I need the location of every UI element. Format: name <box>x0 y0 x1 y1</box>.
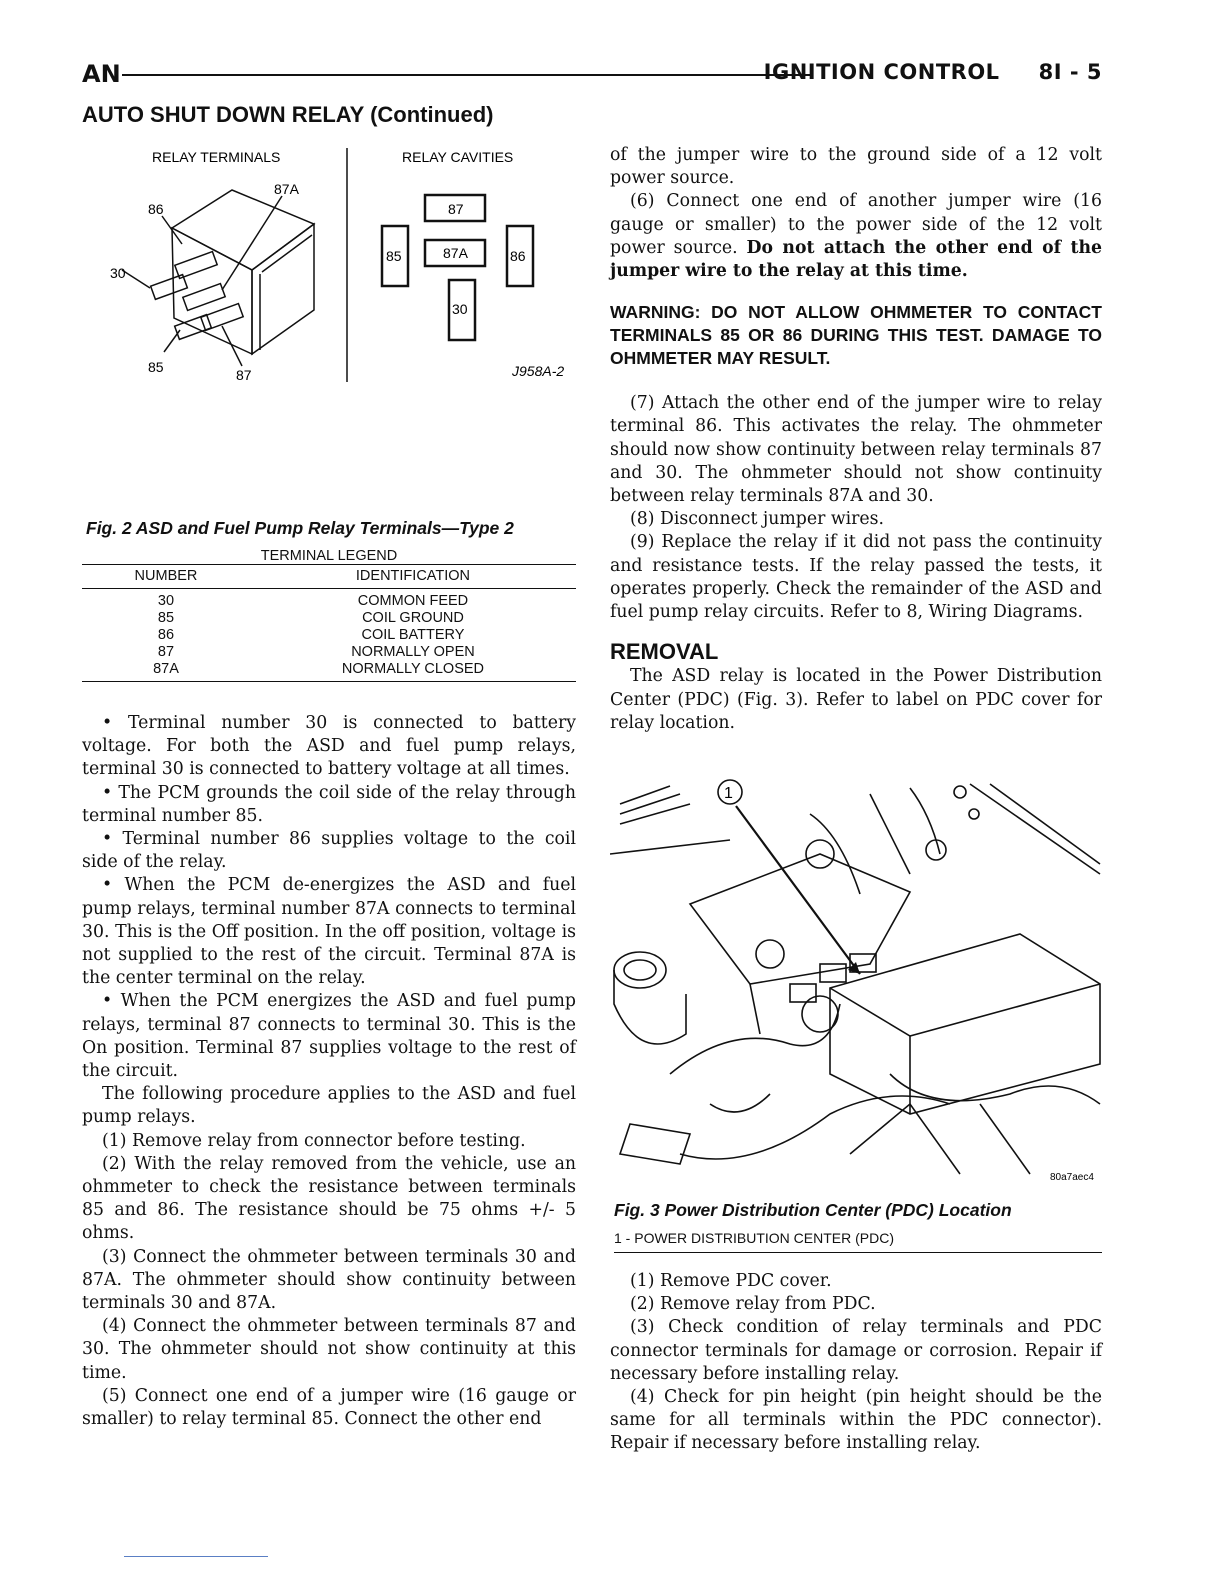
label-87a: 87A <box>274 181 299 197</box>
header-section-page: IGNITION CONTROL 8I - 5 <box>763 60 1102 84</box>
legend-number: 30 <box>157 593 175 609</box>
fig2-code: J958A-2 <box>512 363 565 379</box>
paragraph: The ASD relay is located in the Power Distribution Center (PDC) (Fig. 3). Refer to label on PDC cover for relay location. <box>610 666 1102 733</box>
step: (4) Check for pin height (pin height should be the same for all terminals within the PDC connector). Repair if necessary before installing relay. <box>610 1387 1102 1454</box>
paragraph: • Terminal number 86 supplies voltage to the coil side of the relay. <box>82 829 576 873</box>
fig2-diagram <box>82 140 576 390</box>
terminal-legend <box>82 548 576 682</box>
legend-table <box>82 564 576 682</box>
relay-cavities-heading: RELAY CAVITIES <box>402 149 514 165</box>
warning-box: WARNING: DO NOT ALLOW OHMMETER TO CONTACT TERMINALS 85 OR 86 DURING THIS TEST. DAMAGE TO OHMMETER MAY RESULT. <box>610 302 1102 369</box>
step: (8) Disconnect jumper wires. <box>630 509 884 530</box>
step: (3) Connect the ohmmeter between terminals 30 and 87A. The ohmmeter should show continuity between terminals 30 and 87A. <box>82 1246 576 1314</box>
left-column-text <box>82 712 576 1431</box>
step-text: (6) Connect one end of another jumper wire (16 gauge or smaller) to the power side of the 12 volt power source. <box>610 191 1102 258</box>
legend-number: 87A <box>82 661 250 682</box>
bottom-rule <box>124 1556 268 1557</box>
paragraph: • When the PCM de-energizes the ASD and fuel pump relays, terminal number 87A connects to terminal 30. This is the Off position. In the off position, voltage is not supplied to the rest of the circuit. Terminal 87A is the center terminal on the relay. <box>82 875 576 989</box>
legend-identification: COMMON FEED <box>357 593 469 609</box>
legend-header-identification: IDENTIFICATION <box>250 565 576 589</box>
table-row <box>82 644 576 661</box>
removal-steps <box>610 1270 1102 1456</box>
step: (1) Remove PDC cover. <box>630 1271 832 1291</box>
legend-number: 86 <box>157 627 175 643</box>
paragraph: • When the PCM energizes the ASD and fuel pump relays, terminal 87 connects to terminal 30. This is the On position. Terminal 87 supplies voltage to the rest of the circuit. <box>82 991 576 1082</box>
label-86: 86 <box>148 201 164 217</box>
step: (7) Attach the other end of the jumper wire to relay terminal 86. This activates the relay. The ohmmeter should now show continuity between relay terminals 87 and 30. The ohmmeter should not show continuity between relay terminals 87A and 30. <box>610 393 1102 507</box>
table-row <box>82 589 576 611</box>
relay-terminals-heading: RELAY TERMINALS <box>152 149 281 165</box>
callout-leader <box>736 806 860 974</box>
legend-identification: COIL GROUND <box>362 610 464 626</box>
paragraph: The following procedure applies to the ASD and fuel pump relays. <box>82 1084 576 1128</box>
step: (4) Connect the ohmmeter between terminals 87 and 30. The ohmmeter should not show continuity at this time. <box>82 1316 576 1383</box>
page-header <box>82 60 1102 90</box>
step: (5) Connect one end of a jumper wire (16 gauge or smaller) to relay terminal 85. Connect the other end <box>82 1385 576 1430</box>
label-87: 87 <box>236 367 252 383</box>
step: (9) Replace the relay if it did not pass the continuity and resistance tests. If the relay passed the tests, it operates properly. Check the remainder of the ASD and fuel pump relay circuits. Refer to 8, Wiring Diagrams. <box>610 532 1102 623</box>
fig2-caption: Fig. 2 ASD and Fuel Pump Relay Terminals—Type 2 <box>86 518 514 538</box>
fig3-caption: Fig. 3 Power Distribution Center (PDC) Location <box>614 1200 1012 1220</box>
callout-number: 1 <box>724 785 733 802</box>
relay-diagram <box>82 140 576 390</box>
step <box>610 190 1102 283</box>
removal-heading: REMOVAL <box>610 639 719 665</box>
label-30: 30 <box>110 265 126 281</box>
table-row <box>82 610 576 627</box>
legend-number: 85 <box>157 610 175 626</box>
table-row <box>82 627 576 644</box>
step: (2) With the relay removed from the vehicle, use an ohmmeter to check the resistance between terminals 85 and 86. The resistance should be 75 ohms +/- 5 ohms. <box>82 1153 576 1244</box>
paragraph: • The PCM grounds the coil side of the relay through terminal number 85. <box>82 782 576 826</box>
section-title: AUTO SHUT DOWN RELAY (Continued) <box>82 102 494 127</box>
step: (1) Remove relay from connector before testing. <box>102 1130 526 1151</box>
right-column-text <box>610 144 1102 735</box>
legend-identification: NORMALLY CLOSED <box>250 661 576 682</box>
paragraph: • Terminal number 30 is connected to battery voltage. For both the ASD and fuel pump relays, terminal 30 is connected to battery voltage at all times. <box>82 713 576 780</box>
table-row <box>82 661 576 682</box>
cavity-87a: 87A <box>443 245 468 261</box>
legend-title: TERMINAL LEGEND <box>260 548 398 564</box>
legend-number: 87 <box>157 644 175 660</box>
cavity-87: 87 <box>448 201 464 217</box>
legend-identification: COIL BATTERY <box>361 627 465 643</box>
legend-identification: NORMALLY OPEN <box>351 644 475 660</box>
fig3-legend: 1 - POWER DISTRIBUTION CENTER (PDC) <box>614 1230 1102 1253</box>
step-emphasis: Do not attach the other end of the jumper wire to the relay at this time. <box>610 237 1103 282</box>
header-model-code: AN <box>82 60 121 88</box>
step: (2) Remove relay from PDC. <box>630 1294 876 1315</box>
header-rule <box>122 74 812 76</box>
cavity-85: 85 <box>386 248 402 264</box>
label-85: 85 <box>148 359 164 375</box>
paragraph: of the jumper wire to the ground side of a 12 volt power source. <box>610 145 1102 189</box>
cavity-30: 30 <box>452 301 468 317</box>
fig3-illustration <box>610 774 1102 1188</box>
fig3-code: 80a7aec4 <box>1050 1172 1094 1183</box>
cavity-86: 86 <box>510 248 526 264</box>
pdc-illustration <box>610 774 1102 1188</box>
step: (3) Check condition of relay terminals and PDC connector terminals for damage or corrosion. Repair if necessary before installing relay. <box>610 1317 1102 1384</box>
legend-header-number: NUMBER <box>82 565 250 589</box>
